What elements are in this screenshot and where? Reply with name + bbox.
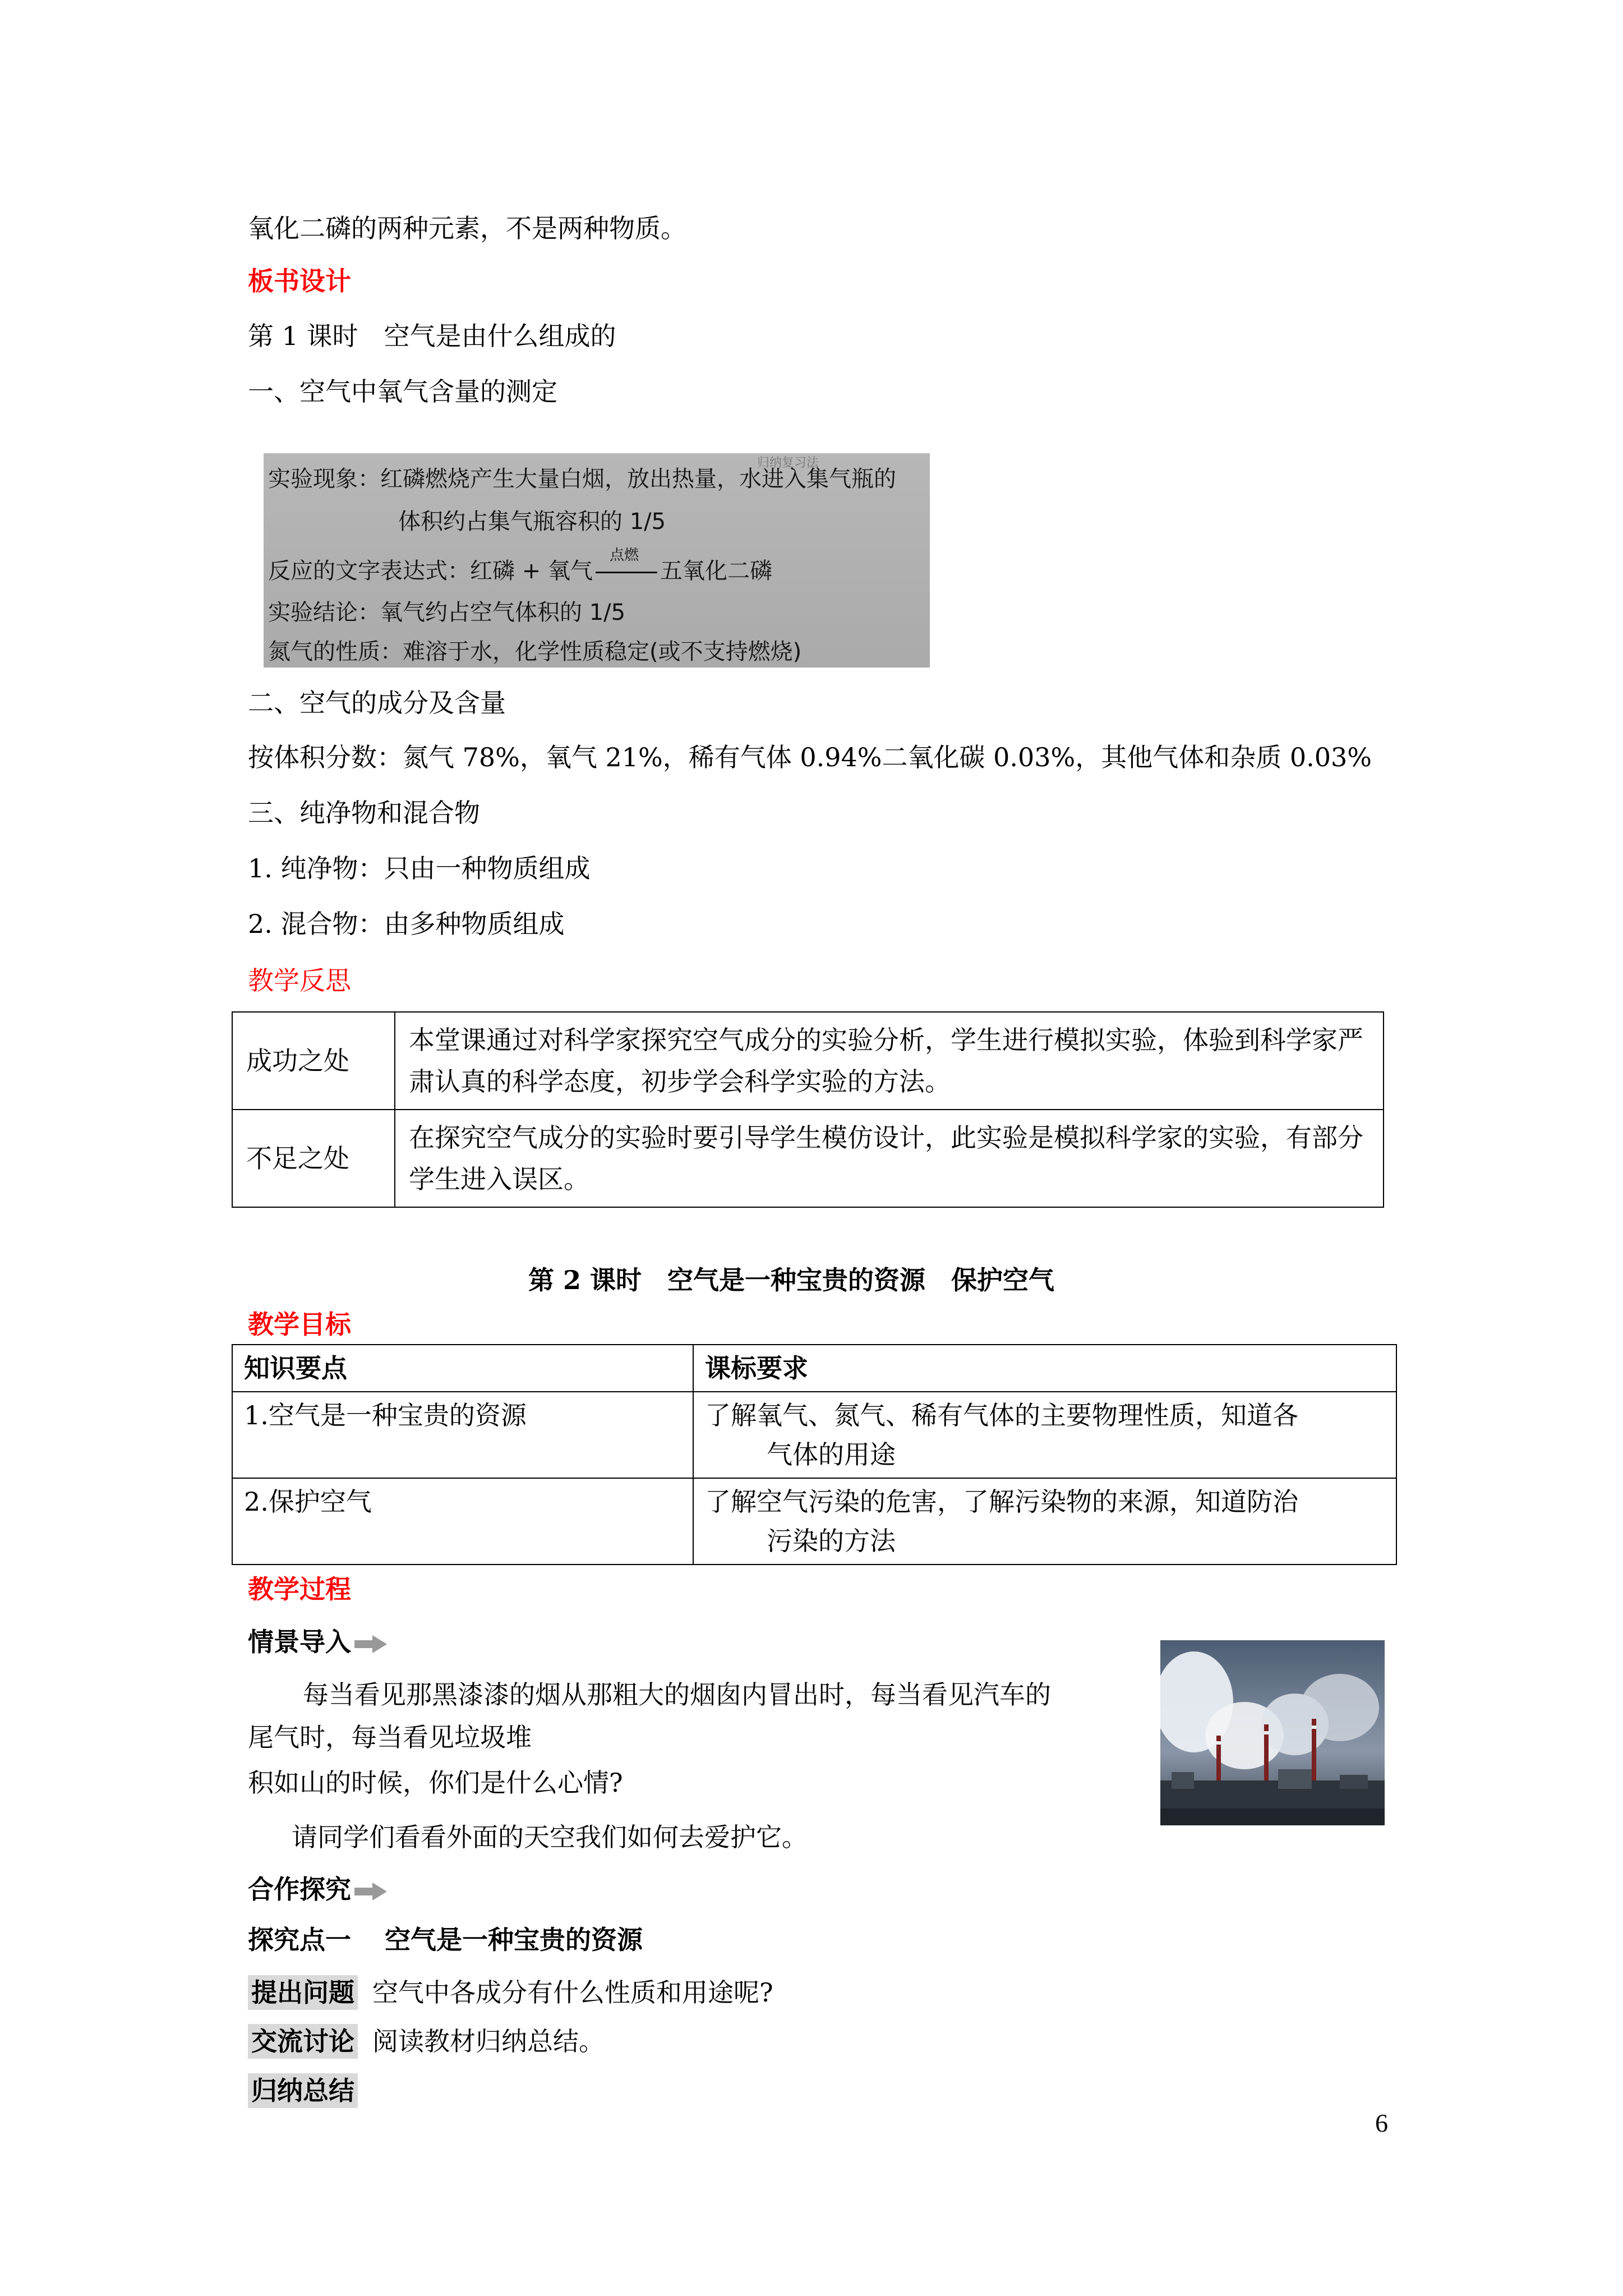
requirement-line: 了解氧气、氮气、稀有气体的主要物理性质，知道各: [705, 1400, 1298, 1430]
row-label: 不足之处: [232, 1110, 395, 1207]
row-text: 本堂课通过对科学家探究空气成分的实验分析，学生进行模拟实验，体验到科学家严肃认真的科学态度，初步学会科学实验的方法。: [395, 1012, 1384, 1110]
textbook-photo: [264, 453, 930, 668]
inquiry-point-heading: [248, 1922, 643, 1957]
heading-process: 教学过程: [248, 1574, 351, 1604]
requirement: [693, 1478, 1396, 1565]
row-label: 成功之处: [232, 1012, 395, 1110]
photo-faint-text: 归纳复习法: [757, 456, 819, 470]
heading-board-design: 板书设计: [248, 266, 351, 296]
heading-goals: 教学目标: [248, 1309, 351, 1340]
table-header-row: [232, 1345, 1396, 1392]
photo-line: 实验结论：氧气约占空气体积的 1/5: [268, 600, 626, 625]
page-number: 6: [1375, 2109, 1388, 2137]
heading-intro: [248, 1625, 388, 1659]
photo-equation-right: 五氧化二磷: [660, 558, 772, 584]
arrow-right-icon: [354, 1634, 388, 1654]
photo-line: 氮气的性质：难溶于水，化学性质稳定(或不支持燃烧): [268, 639, 802, 665]
knowledge-point: 2.保护空气: [232, 1478, 693, 1565]
discussion-text: 阅读教材归纳总结。: [372, 2026, 605, 2056]
intro-paragraph-line: 尾气时，每当看见垃圾堆: [248, 1722, 532, 1752]
table-row: [232, 1478, 1396, 1565]
table-row: [232, 1110, 1384, 1207]
section-pure-mixture: 三、纯净物和混合物: [248, 798, 480, 828]
photo-equation-left: 反应的文字表达式：红磷 + 氧气: [268, 558, 593, 584]
heading-coop: [248, 1872, 388, 1907]
photo-line: 体积约占集气瓶容积的 1/5: [398, 509, 666, 535]
table-row: [232, 1012, 1384, 1110]
intro-paragraph-line: 每当看见那黑漆漆的烟从那粗大的烟囱内冒出时，每当看见汽车的: [303, 1680, 1051, 1710]
text-line: 氧化二磷的两种元素，不是两种物质。: [248, 213, 686, 243]
intro-paragraph-line: 请同学们看看外面的天空我们如何去爱护它。: [292, 1822, 808, 1852]
table-row: [232, 1392, 1396, 1478]
lesson2-title: 第 2 课时 空气是一种宝贵的资源 保护空气: [528, 1265, 1055, 1295]
discussion-tag: 交流讨论: [248, 2024, 358, 2059]
arrow-right-icon: [354, 1881, 388, 1902]
discussion-line: [248, 2024, 605, 2059]
requirement-line: 气体的用途: [767, 1439, 896, 1470]
photo-line: [268, 547, 772, 585]
goals-table: [232, 1344, 1397, 1565]
ask-question-tag: 提出问题: [248, 1975, 358, 2010]
section-oxygen-measure: 一、空气中氧气含量的测定: [248, 376, 557, 407]
lesson1-title: 第 1 课时 空气是由什么组成的: [248, 321, 616, 351]
photo-line: 实验现象：红磷燃烧产生大量白烟，放出热量，水进入集气瓶的: [268, 466, 896, 492]
ask-question-line: [248, 1975, 773, 2010]
heading-reflection: 教学反思: [248, 965, 351, 996]
ask-question-text: 空气中各成分有什么性质和用途呢?: [372, 1977, 773, 2008]
section-air-composition: 二、空气的成分及含量: [248, 688, 506, 718]
intro-label: 情景导入: [248, 1627, 351, 1657]
summary-line: [248, 2073, 358, 2108]
reaction-condition: 点燃: [609, 547, 639, 564]
knowledge-point: 1.空气是一种宝贵的资源: [232, 1392, 693, 1478]
inquiry-point-label: 探究点一: [248, 1925, 351, 1955]
composition-line: 按体积分数：氮气 78%，氧气 21%，稀有气体 0.94%二氧化碳 0.03%，其他气体和杂质 0.03%: [248, 742, 1372, 772]
requirement-line: 污染的方法: [767, 1526, 896, 1556]
requirement: [693, 1392, 1396, 1478]
inquiry-point-title: 空气是一种宝贵的资源: [385, 1925, 643, 1955]
requirement-line: 了解空气污染的危害，了解污染物的来源，知道防治: [705, 1487, 1298, 1517]
row-text: 在探究空气成分的实验时要引导学生模仿设计，此实验是模拟科学家的实验，有部分学生进入误区。: [395, 1110, 1384, 1207]
summary-tag: 归纳总结: [248, 2073, 358, 2108]
reaction-arrow: [593, 547, 660, 584]
header-requirement: 课标要求: [693, 1345, 1396, 1392]
coop-label: 合作探究: [248, 1874, 351, 1904]
reflection-table: [232, 1011, 1384, 1208]
factory-smoke-image: [1160, 1640, 1385, 1825]
header-knowledge: 知识要点: [232, 1345, 693, 1392]
pure-substance-line: 1. 纯净物：只由一种物质组成: [248, 853, 591, 884]
intro-paragraph-line: 积如山的时候，你们是什么心情?: [248, 1768, 623, 1798]
mixture-line: 2. 混合物：由多种物质组成: [248, 909, 565, 939]
